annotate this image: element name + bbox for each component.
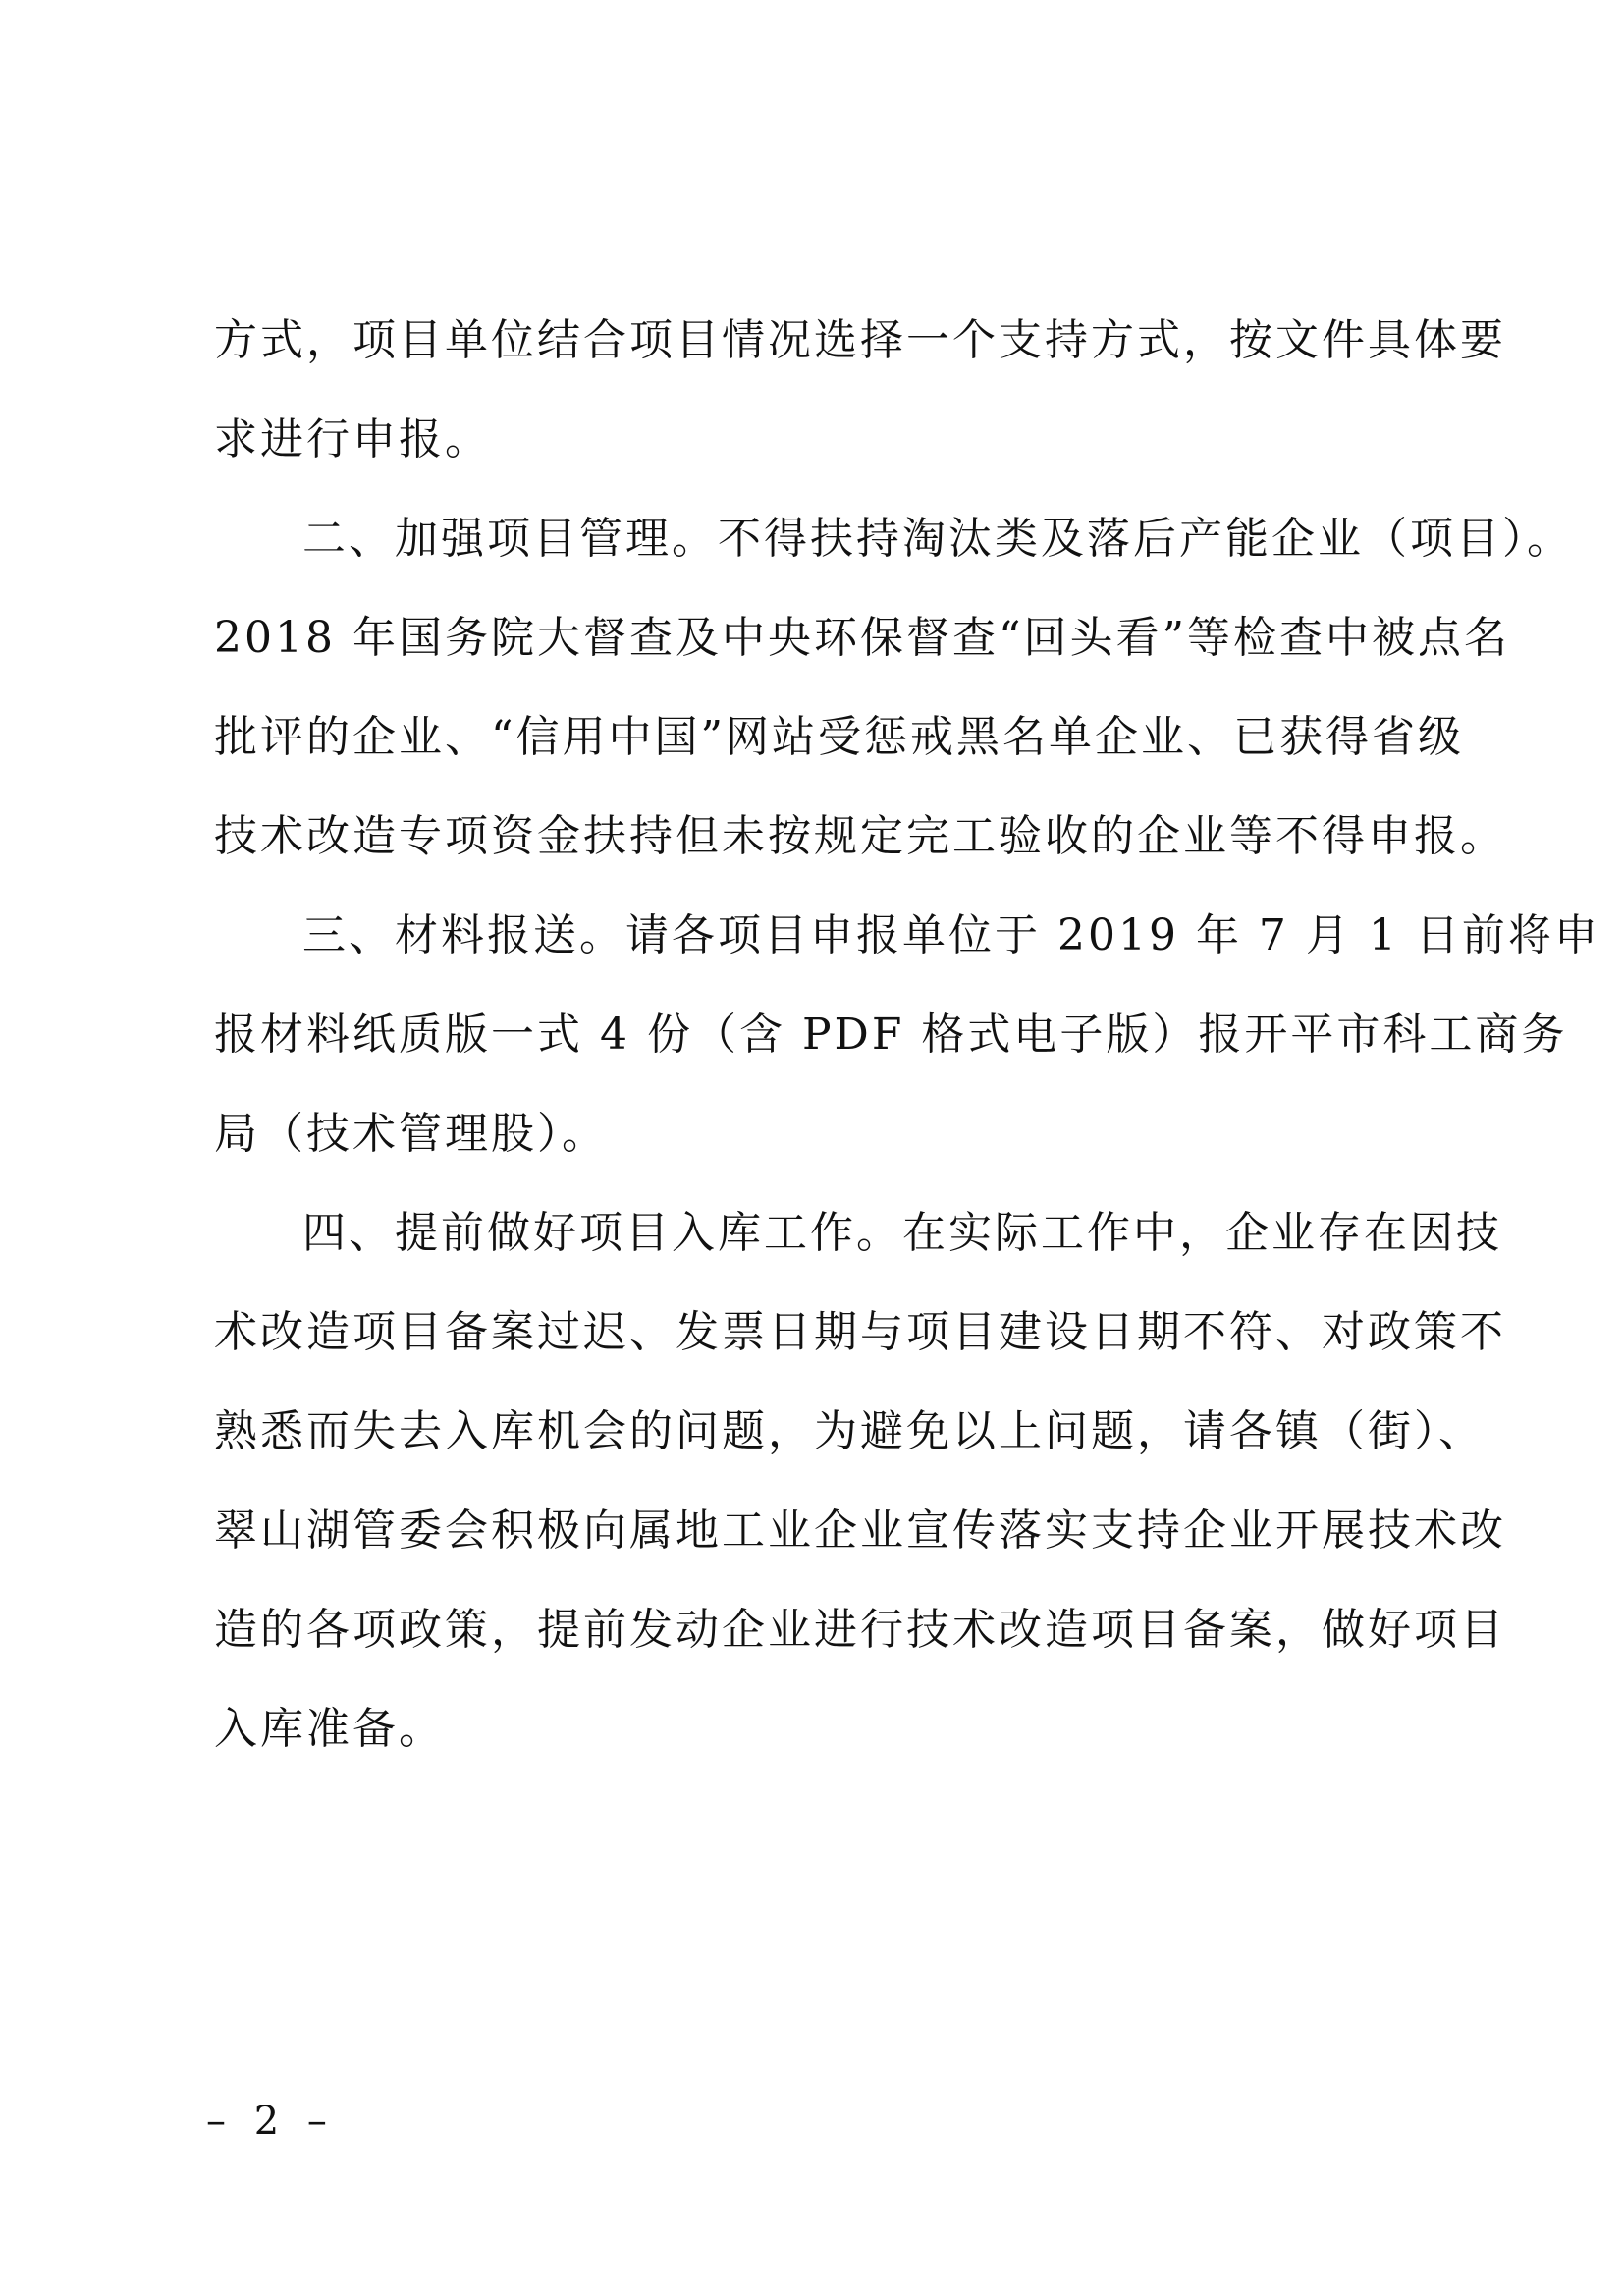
text-line: 求进行申报。	[214, 414, 491, 465]
text-line: 翠山湖管委会积极向属地工业企业宣传落实支持企业开展技术改	[214, 1505, 1506, 1556]
text-line: 局（技术管理股）。	[214, 1109, 608, 1159]
text-line: 入库准备。	[214, 1704, 445, 1754]
text-line: 2018 年国务院大督查及中央环保督查“回头看”等检查中被点名	[214, 613, 1510, 663]
text-line: 造的各项政策，提前发动企业进行技术改造项目备案，做好项目	[214, 1605, 1506, 1655]
text-line: 批评的企业、“信用中国”网站受惩戒黑名单企业、已获得省级	[214, 712, 1464, 762]
text-line: 三、材料报送。请各项目申报单位于 2019 年 7 月 1 日前将申	[302, 910, 1600, 960]
page-number: – 2 –	[206, 2099, 335, 2144]
text-line: 方式，项目单位结合项目情况选择一个支持方式，按文件具体要	[214, 315, 1506, 365]
text-line: 熟悉而失去入库机会的问题，为避免以上问题，请各镇（街）、	[214, 1406, 1485, 1456]
document-body	[214, 291, 1600, 1778]
text-line: 二、加强项目管理。不得扶持淘汰类及落后产能企业（项目）。	[302, 514, 1573, 564]
text-line: 报材料纸质版一式 4 份（含 PDF 格式电子版）报开平市科工商务	[214, 1010, 1568, 1060]
text-line: 术改造项目备案过迟、发票日期与项目建设日期不符、对政策不	[214, 1307, 1506, 1357]
text-line: 技术改造专项资金扶持但未按规定完工验收的企业等不得申报。	[214, 811, 1506, 861]
text-line: 四、提前做好项目入库工作。在实际工作中，企业存在因技	[302, 1208, 1502, 1258]
